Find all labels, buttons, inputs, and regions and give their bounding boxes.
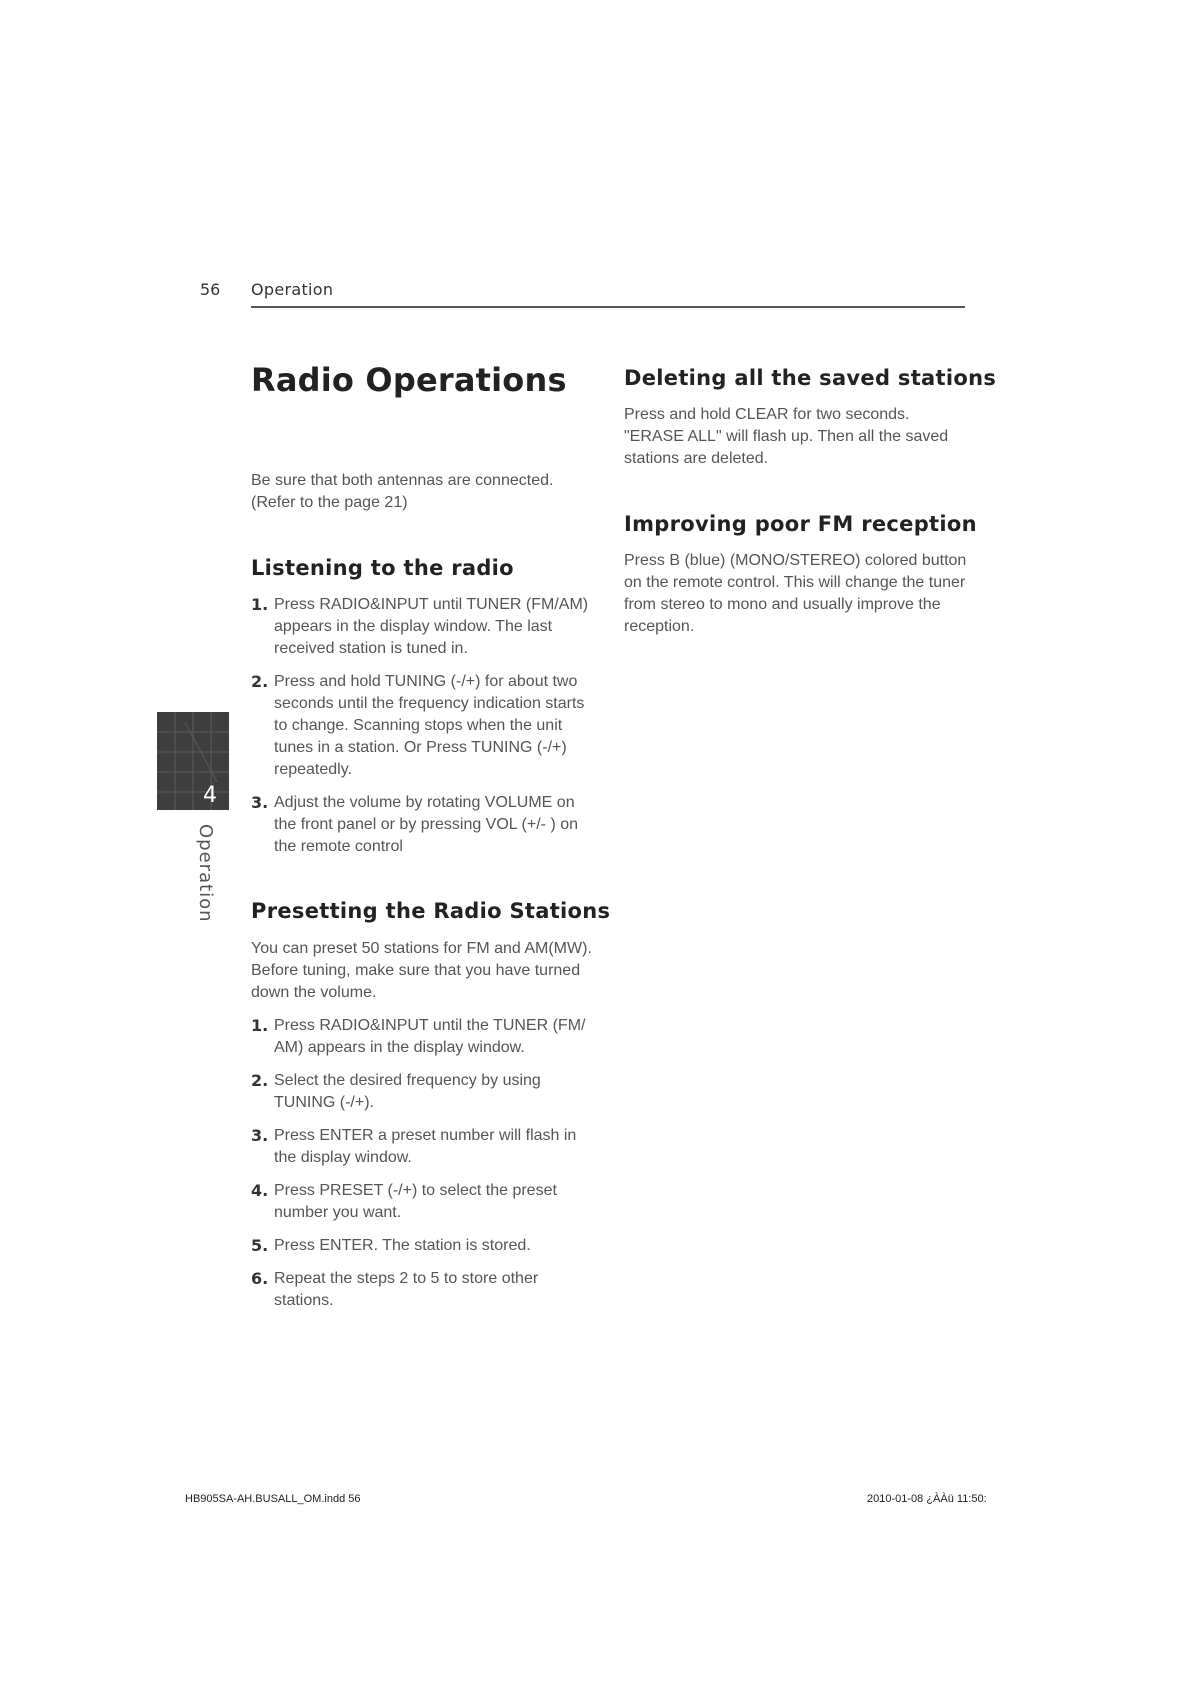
intro-line-2: (Refer to the page 21) bbox=[251, 494, 408, 511]
step-text: Press ENTER a preset number will flash in the display window. bbox=[274, 1127, 577, 1166]
improving-heading: Improving poor FM reception bbox=[624, 512, 977, 536]
step-number: 3. bbox=[251, 793, 269, 812]
step-text: Press RADIO&INPUT until the TUNER (FM/ AM) appears in the display window. bbox=[274, 1017, 586, 1056]
chapter-number: 4 bbox=[203, 783, 217, 808]
chapter-tab bbox=[157, 712, 229, 810]
step-text: Select the desired frequency by using TUNING (-/+). bbox=[274, 1072, 541, 1111]
list-item bbox=[251, 594, 593, 660]
section-label: Operation bbox=[251, 280, 334, 299]
footer-file: HB905SA-AH.BUSALL_OM.indd 56 bbox=[185, 1493, 361, 1505]
improving-text: Press B (blue) (MONO/STEREO) colored button on the remote control. This will change the tuner from stereo to mono and usually improve the reception. bbox=[624, 552, 967, 635]
listening-steps bbox=[251, 594, 593, 869]
step-text: Press RADIO&INPUT until TUNER (FM/AM) appears in the display window. The last received station is tuned in. bbox=[274, 596, 589, 657]
step-number: 6. bbox=[251, 1269, 269, 1288]
intro-text bbox=[251, 470, 591, 514]
presetting-section bbox=[251, 938, 593, 1323]
chapter-label: Operation bbox=[195, 824, 216, 923]
step-number: 1. bbox=[251, 595, 269, 614]
step-number: 5. bbox=[251, 1236, 269, 1255]
list-item bbox=[251, 1015, 593, 1059]
step-text: Press ENTER. The station is stored. bbox=[274, 1237, 531, 1254]
list-item bbox=[251, 1180, 593, 1224]
step-text: Press and hold TUNING (-/+) for about two seconds until the frequency indication starts to change. Scanning stops when the unit tunes in a station. Or Press TUNING (-/+) repeatedly. bbox=[274, 673, 585, 778]
step-number: 2. bbox=[251, 1071, 269, 1090]
intro-line-1: Be sure that both antennas are connected. bbox=[251, 472, 554, 489]
page-number: 56 bbox=[200, 280, 221, 299]
deleting-text: Press and hold CLEAR for two seconds. "ERASE ALL" will flash up. Then all the saved stations are deleted. bbox=[624, 406, 949, 467]
list-item bbox=[251, 671, 593, 781]
step-number: 2. bbox=[251, 672, 269, 691]
presetting-heading: Presetting the Radio Stations bbox=[251, 899, 611, 923]
presetting-intro: You can preset 50 stations for FM and AM(MW). Before tuning, make sure that you have turned down the volume. bbox=[251, 940, 592, 1001]
list-item bbox=[251, 1125, 593, 1169]
step-number: 4. bbox=[251, 1181, 269, 1200]
step-text: Press PRESET (-/+) to select the preset number you want. bbox=[274, 1182, 557, 1221]
tab-pattern-icon bbox=[157, 712, 229, 810]
deleting-heading: Deleting all the saved stations bbox=[624, 366, 997, 390]
step-number: 3. bbox=[251, 1126, 269, 1145]
list-item bbox=[251, 792, 593, 858]
list-item bbox=[251, 1070, 593, 1114]
list-item bbox=[251, 1268, 593, 1312]
listening-heading: Listening to the radio bbox=[251, 556, 514, 580]
page-title: Radio Operations bbox=[251, 361, 567, 399]
step-number: 1. bbox=[251, 1016, 269, 1035]
step-text: Adjust the volume by rotating VOLUME on the front panel or by pressing VOL (+/- ) on the remote control bbox=[274, 794, 579, 855]
footer-date: 2010-01-08 ¿ÀÀü 11:50: bbox=[867, 1493, 987, 1505]
step-text: Repeat the steps 2 to 5 to store other stations. bbox=[274, 1270, 539, 1309]
header-rule bbox=[251, 306, 965, 308]
list-item bbox=[251, 1235, 593, 1257]
